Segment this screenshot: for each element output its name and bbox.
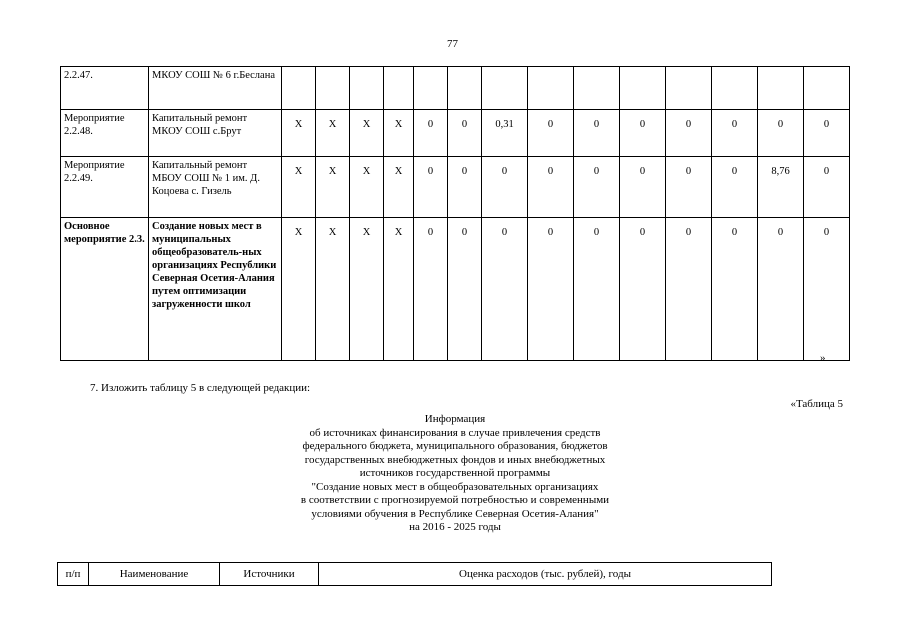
value-cell: 0 xyxy=(712,157,758,218)
value-cell: 0 xyxy=(620,110,666,157)
value-cell xyxy=(528,67,574,110)
value-cell xyxy=(712,67,758,110)
value-cell: 0 xyxy=(574,110,620,157)
value-cell: 0 xyxy=(574,218,620,361)
value-cell: 0 xyxy=(448,157,482,218)
value-cell xyxy=(666,67,712,110)
value-cell: 0 xyxy=(528,218,574,361)
value-cell xyxy=(448,67,482,110)
program-events-table xyxy=(60,66,850,361)
value-cell: 0 xyxy=(528,110,574,157)
value-cell: 0 xyxy=(666,110,712,157)
heading-line: в соответствии с прогнозируемой потребностью и современными xyxy=(300,494,610,506)
value-cell: 0 xyxy=(712,110,758,157)
table-row xyxy=(61,157,850,218)
value-cell xyxy=(804,67,850,110)
funding-sources-table xyxy=(57,562,772,586)
value-cell: 8,76 xyxy=(758,157,804,218)
value-cell: 0 xyxy=(574,157,620,218)
value-cell: 0 xyxy=(448,218,482,361)
row-name-cell: Капитальный ремонт МКОУ СОШ с.Брут xyxy=(149,110,282,157)
value-cell: 0 xyxy=(448,110,482,157)
value-cell: Х xyxy=(316,157,350,218)
table-row xyxy=(61,218,850,361)
value-cell: 0 xyxy=(528,157,574,218)
row-id-cell: Мероприятие 2.2.49. xyxy=(61,157,149,218)
value-cell: Х xyxy=(350,110,384,157)
value-cell: 0 xyxy=(414,218,448,361)
row-name-cell: Создание новых мест в муниципальных общеобразователь-ных организациях Республики Северная Осетия-Алания путем оптимизации загруженности школ xyxy=(149,218,282,361)
value-cell: Х xyxy=(282,218,316,361)
value-cell: 0,31 xyxy=(482,110,528,157)
row-id-cell: Основное мероприятие 2.3. xyxy=(61,218,149,361)
value-cell: Х xyxy=(384,157,414,218)
heading-line: "Создание новых мест в общеобразовательных организациях xyxy=(311,480,599,493)
heading-line: федерального бюджета, муниципального образования, бюджетов xyxy=(302,440,608,452)
value-cell xyxy=(620,67,666,110)
value-cell: 0 xyxy=(758,110,804,157)
value-cell: Х xyxy=(316,110,350,157)
value-cell: Х xyxy=(316,218,350,361)
value-cell: 0 xyxy=(414,110,448,157)
table-row xyxy=(61,110,850,157)
value-cell: 0 xyxy=(482,218,528,361)
value-cell xyxy=(384,67,414,110)
value-cell: 0 xyxy=(666,157,712,218)
value-cell: Х xyxy=(384,218,414,361)
table-heading xyxy=(200,413,710,535)
value-cell xyxy=(282,67,316,110)
value-cell: 0 xyxy=(620,218,666,361)
value-cell xyxy=(758,67,804,110)
instruction-text: 7. Изложить таблицу 5 в следующей редакции: xyxy=(90,382,311,394)
value-cell: Х xyxy=(350,218,384,361)
value-cell: 0 xyxy=(804,157,850,218)
value-cell xyxy=(482,67,528,110)
row-id-cell: Мероприятие 2.2.48. xyxy=(61,110,149,157)
value-cell: 0 xyxy=(666,218,712,361)
heading-line: условиями обучения в Республике Северная Осетия-Алания" xyxy=(311,507,599,520)
heading-line: на 2016 - 2025 годы xyxy=(409,521,501,533)
value-cell: Х xyxy=(282,110,316,157)
value-cell xyxy=(350,67,384,110)
heading-line: об источниках финансирования в случае привлечения средств xyxy=(309,426,601,439)
value-cell: Х xyxy=(350,157,384,218)
value-cell: 0 xyxy=(804,218,850,361)
value-cell: 0 xyxy=(712,218,758,361)
value-cell: Х xyxy=(282,157,316,218)
page-number: 77 xyxy=(447,38,458,50)
heading-line: источников государственной программы xyxy=(359,467,551,479)
table-row xyxy=(61,67,850,110)
value-cell: 0 xyxy=(620,157,666,218)
value-cell: Х xyxy=(384,110,414,157)
table-header-row xyxy=(58,563,772,586)
value-cell: 0 xyxy=(758,218,804,361)
heading-line: Информация xyxy=(424,413,486,425)
row-name-cell: Капитальный ремонт МБОУ СОШ № 1 им. Д. Коцоева с. Гизель xyxy=(149,157,282,218)
heading-line: государственных внебюджетных фондов и иных внебюджетных xyxy=(304,453,606,466)
header-cell-number: п/п xyxy=(58,563,89,586)
header-cell-sources: Источники xyxy=(220,563,319,586)
value-cell: 0 xyxy=(414,157,448,218)
value-cell xyxy=(574,67,620,110)
value-cell xyxy=(316,67,350,110)
header-cell-name: Наименование xyxy=(89,563,220,586)
value-cell: 0 xyxy=(482,157,528,218)
value-cell xyxy=(414,67,448,110)
value-cell: 0 xyxy=(804,110,850,157)
closing-quote: » xyxy=(820,352,826,364)
header-cell-costs: Оценка расходов (тыс. рублей), годы xyxy=(319,563,772,586)
table-label: «Таблица 5 xyxy=(790,398,843,410)
row-name-cell: МКОУ СОШ № 6 г.Беслана xyxy=(149,67,282,110)
row-id-cell: 2.2.47. xyxy=(61,67,149,110)
